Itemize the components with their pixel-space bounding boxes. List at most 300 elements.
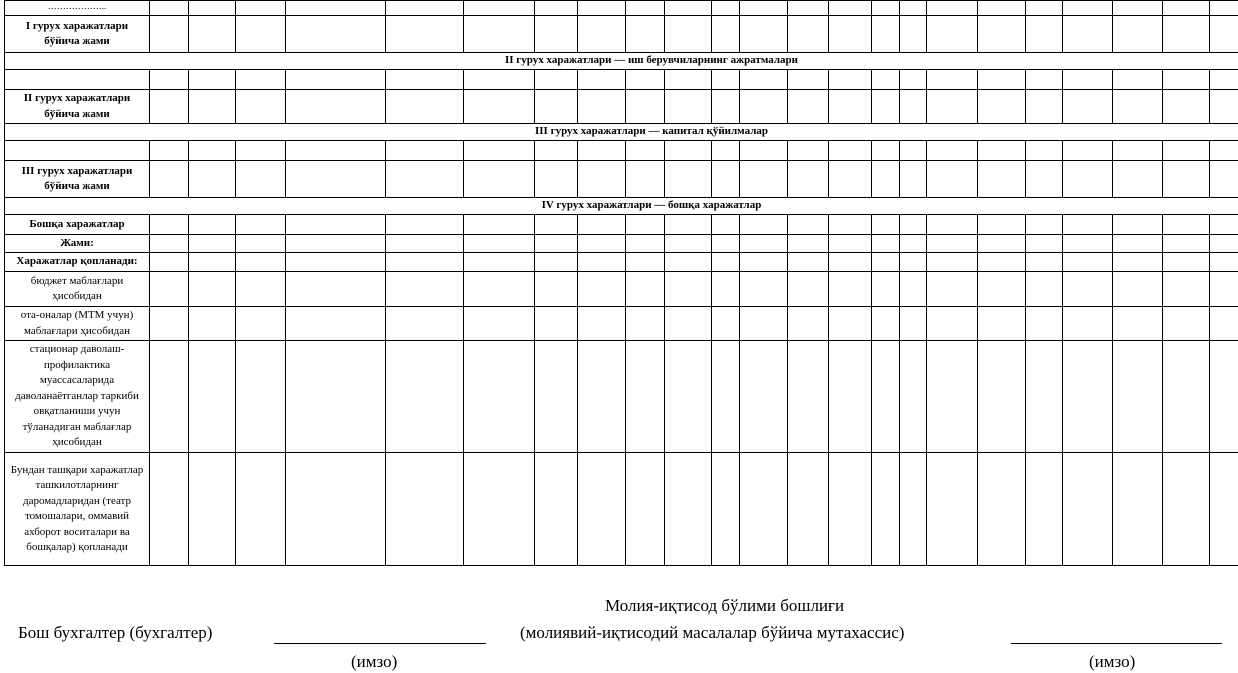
table-cell [900,1,927,16]
table-cell [872,70,900,90]
section-header: III гурух харажатлари — капитал қўйилмалар [5,124,1238,141]
table-cell [740,453,788,566]
table-cell [829,90,872,124]
table-cell [872,161,900,198]
table-cell [150,141,189,161]
table-cell [665,161,712,198]
table-cell [150,161,189,198]
table-cell [712,253,740,272]
table-row [5,90,1238,124]
table-cell [150,1,189,16]
table-cell [665,307,712,341]
table-cell [1063,90,1113,124]
table-cell [464,235,535,253]
section-header: IV гурух харажатлари — бошқа харажатлар [5,198,1238,215]
table-cell [1063,70,1113,90]
table-cell [150,235,189,253]
table-cell [712,141,740,161]
table-row [5,307,1238,341]
table-cell [788,16,829,53]
table-cell [535,235,578,253]
table-cell [150,272,189,307]
finance-head-signature-line [1011,643,1222,644]
table-cell [1210,16,1238,53]
table-cell [712,453,740,566]
table-cell [464,70,535,90]
table-cell [236,215,286,235]
table-cell [386,141,464,161]
table-cell [1113,90,1163,124]
table-cell [236,141,286,161]
table-cell [1210,70,1238,90]
table-cell [386,253,464,272]
table-cell [740,161,788,198]
row-label: ота-оналар (МТМ учун) маблағлари ҳисобидан [5,307,150,341]
table-cell [1026,141,1063,161]
table-cell [1063,161,1113,198]
table-cell [872,453,900,566]
chief-accountant-signature-line [274,643,486,644]
table-cell [464,90,535,124]
table-cell [900,90,927,124]
table-cell [286,341,386,453]
table-cell [665,16,712,53]
table-row [5,141,1238,161]
section-header-row [5,124,1238,141]
table-cell [900,272,927,307]
table-cell [464,215,535,235]
table-cell [900,161,927,198]
table-cell [386,272,464,307]
table-row [5,215,1238,235]
table-cell [665,453,712,566]
table-cell [788,341,829,453]
table-cell [788,141,829,161]
table-cell [1163,70,1210,90]
table-row [5,16,1238,53]
table-cell [464,161,535,198]
table-cell [578,141,626,161]
table-cell [1163,453,1210,566]
table-cell [978,235,1026,253]
table-cell [872,272,900,307]
section-header-row [5,53,1238,70]
table-cell [1063,235,1113,253]
table-cell [1163,307,1210,341]
table-cell [1210,272,1238,307]
table-cell [712,161,740,198]
table-cell [665,90,712,124]
table-cell [740,90,788,124]
table-cell [1163,141,1210,161]
table-cell [1026,341,1063,453]
table-cell [740,70,788,90]
table-cell [236,161,286,198]
table-cell [286,90,386,124]
table-cell [927,307,978,341]
table-cell [464,141,535,161]
table-cell [665,141,712,161]
table-cell [829,235,872,253]
table-cell [236,90,286,124]
table-cell [927,90,978,124]
table-cell [189,235,236,253]
table-cell [1210,141,1238,161]
table-cell [978,453,1026,566]
table-cell [535,215,578,235]
table-cell [927,272,978,307]
table-cell [978,341,1026,453]
table-cell [236,253,286,272]
table-cell [578,272,626,307]
table-cell [535,253,578,272]
table-cell [1210,453,1238,566]
table-cell [1026,253,1063,272]
table-cell [1210,235,1238,253]
table-cell [535,16,578,53]
table-cell [626,161,665,198]
table-cell [1163,272,1210,307]
table-cell [900,307,927,341]
table-cell [1163,161,1210,198]
table-cell [1113,1,1163,16]
table-cell [900,141,927,161]
table-cell [535,161,578,198]
table-cell [578,307,626,341]
table-cell [1026,90,1063,124]
table-cell [1026,1,1063,16]
table-cell [626,253,665,272]
table-cell [386,341,464,453]
table-cell [626,453,665,566]
table-cell [740,215,788,235]
table-row [5,253,1238,272]
table-cell [712,1,740,16]
table-cell [189,341,236,453]
table-cell [740,141,788,161]
table-cell [1210,161,1238,198]
table-cell [712,215,740,235]
table-cell [788,307,829,341]
table-cell [1210,1,1238,16]
table-cell [286,161,386,198]
table-cell [829,453,872,566]
table-row [5,1,1238,16]
table-cell [665,1,712,16]
table-cell [1026,70,1063,90]
table-cell [1210,215,1238,235]
table-cell [740,253,788,272]
table-row [5,70,1238,90]
table-cell [286,1,386,16]
table-cell [1063,272,1113,307]
table-row [5,161,1238,198]
table-cell [535,272,578,307]
table-cell [150,215,189,235]
table-cell [578,16,626,53]
table-cell [236,453,286,566]
table-cell [872,1,900,16]
table-cell [189,70,236,90]
table-cell [829,1,872,16]
row-label: бюджет маблағлари ҳисобидан [5,272,150,307]
table-cell [1026,272,1063,307]
table-cell [386,70,464,90]
table-cell [927,253,978,272]
table-cell [535,1,578,16]
row-label: III гурух харажатлари бўйича жами [5,161,150,198]
table-cell [464,16,535,53]
table-cell [1210,90,1238,124]
table-row [5,341,1238,453]
table-cell [1163,90,1210,124]
table-row [5,235,1238,253]
table-cell [1113,161,1163,198]
table-cell [286,307,386,341]
budget-expenses-table [4,0,1238,566]
finance-head-subtitle: (молиявий-иқтисодий масалалар бўйича мутахассис) [520,623,905,642]
table-cell [236,272,286,307]
table-cell [927,453,978,566]
table-cell [1063,16,1113,53]
table-cell [788,215,829,235]
table-cell [740,307,788,341]
table-row [5,453,1238,566]
table-cell [236,307,286,341]
table-cell [978,70,1026,90]
table-cell [900,235,927,253]
table-cell [386,1,464,16]
table-cell [740,272,788,307]
table-cell [578,70,626,90]
table-cell [535,90,578,124]
row-label: I гурух харажатлари бўйича жами [5,16,150,53]
table-cell [1113,141,1163,161]
table-cell [626,141,665,161]
table-cell [712,272,740,307]
table-cell [1026,161,1063,198]
table-cell [927,341,978,453]
table-cell [1113,453,1163,566]
table-cell [900,253,927,272]
table-cell [150,90,189,124]
table-cell [464,453,535,566]
section-header: II гурух харажатлари — иш берувчиларнинг ажратмалари [5,53,1238,70]
table-cell [1163,16,1210,53]
table-cell [626,16,665,53]
table-cell [829,253,872,272]
table-cell [872,215,900,235]
table-cell [712,90,740,124]
table-cell [189,307,236,341]
table-cell [829,161,872,198]
table-cell [386,16,464,53]
table-cell [535,141,578,161]
table-cell [464,1,535,16]
table-cell [1113,253,1163,272]
table-cell [1063,1,1113,16]
table-cell [286,215,386,235]
table-cell [578,90,626,124]
table-cell [578,453,626,566]
table-cell [872,90,900,124]
table-cell [286,453,386,566]
table-cell [1113,215,1163,235]
table-cell [978,16,1026,53]
table-cell [535,341,578,453]
table-cell [978,141,1026,161]
row-label: ……………….. [5,1,150,16]
table-cell [829,16,872,53]
table-cell [829,341,872,453]
table-cell [872,307,900,341]
table-cell [1163,253,1210,272]
table-cell [788,90,829,124]
table-cell [978,307,1026,341]
table-cell [150,253,189,272]
table-cell [535,307,578,341]
table-cell [189,16,236,53]
table-cell [788,272,829,307]
table-cell [927,141,978,161]
row-label: Жами: [5,235,150,253]
table-cell [978,215,1026,235]
table-cell [665,215,712,235]
table-cell [829,307,872,341]
table-cell [872,253,900,272]
table-cell [286,272,386,307]
table-cell [464,253,535,272]
table-cell [1063,215,1113,235]
table-cell [788,235,829,253]
table-cell [286,253,386,272]
table-cell [740,235,788,253]
table-cell [788,453,829,566]
table-cell [829,215,872,235]
table-cell [286,141,386,161]
finance-head-title: Молия-иқтисод бўлими бошлиғи [605,596,845,615]
table-cell [740,341,788,453]
table-cell [189,90,236,124]
table-cell [626,70,665,90]
table-cell [927,16,978,53]
table-cell [927,70,978,90]
table-cell [626,1,665,16]
table-cell [386,307,464,341]
row-label: стационар даволаш-профилактика муассасаларида даволанаётганлар таркиби овқатланиши учун тўланадиган маблағлар ҳисобидан [5,341,150,453]
table-cell [900,341,927,453]
table-cell [1026,16,1063,53]
table-cell [712,341,740,453]
chief-accountant-label: Бош бухгалтер (бухгалтер) [18,623,213,642]
table-cell [626,341,665,453]
table-cell [150,453,189,566]
table-cell [1026,307,1063,341]
row-label: Харажатлар қопланади: [5,253,150,272]
row-label: Бундан ташқари харажатлар ташкилотларнинг даромадларидан (театр томошалари, оммавий ахборот воситалари ва бошқалар) қопланади [5,453,150,566]
table-cell [665,70,712,90]
table-cell [788,1,829,16]
table-cell [665,253,712,272]
table-cell [535,70,578,90]
table-cell [978,161,1026,198]
table-cell [236,235,286,253]
table-cell [1210,341,1238,453]
table-cell [872,235,900,253]
table-cell [1163,235,1210,253]
table-cell [829,272,872,307]
table-cell [712,70,740,90]
table-cell [578,341,626,453]
table-cell [189,161,236,198]
table-cell [665,272,712,307]
table-cell [386,215,464,235]
table-cell [788,161,829,198]
signature-caption-right: (имзо) [1089,652,1136,671]
table-cell [788,253,829,272]
table-cell [1063,453,1113,566]
table-cell [386,161,464,198]
table-cell [1113,307,1163,341]
table-cell [829,141,872,161]
table-cell [788,70,829,90]
table-cell [464,272,535,307]
table-cell [900,215,927,235]
table-cell [464,341,535,453]
table-cell [189,215,236,235]
table-cell [578,253,626,272]
table-cell [150,341,189,453]
table-cell [1210,307,1238,341]
table-cell [1210,253,1238,272]
table-cell [712,16,740,53]
table-cell [1113,235,1163,253]
table-cell [872,16,900,53]
table-cell [626,272,665,307]
row-label-empty [5,70,150,90]
table-cell [872,341,900,453]
table-cell [665,341,712,453]
table-cell [1026,235,1063,253]
table-cell [626,215,665,235]
table-cell [189,272,236,307]
table-cell [189,141,236,161]
table-cell [1026,453,1063,566]
table-cell [978,253,1026,272]
table-cell [712,235,740,253]
table-cell [464,307,535,341]
table-cell [189,1,236,16]
table-cell [900,453,927,566]
table-cell [1063,253,1113,272]
table-cell [1113,341,1163,453]
table-cell [665,235,712,253]
table-cell [386,90,464,124]
table-cell [1063,141,1113,161]
table-cell [150,307,189,341]
table-cell [1063,307,1113,341]
table-cell [236,70,286,90]
table-cell [1163,1,1210,16]
table-cell [150,16,189,53]
row-label: II гурух харажатлари бўйича жами [5,90,150,124]
table-cell [978,272,1026,307]
table-cell [927,1,978,16]
table-cell [386,453,464,566]
table-cell [578,1,626,16]
table-cell [626,235,665,253]
table-cell [712,307,740,341]
